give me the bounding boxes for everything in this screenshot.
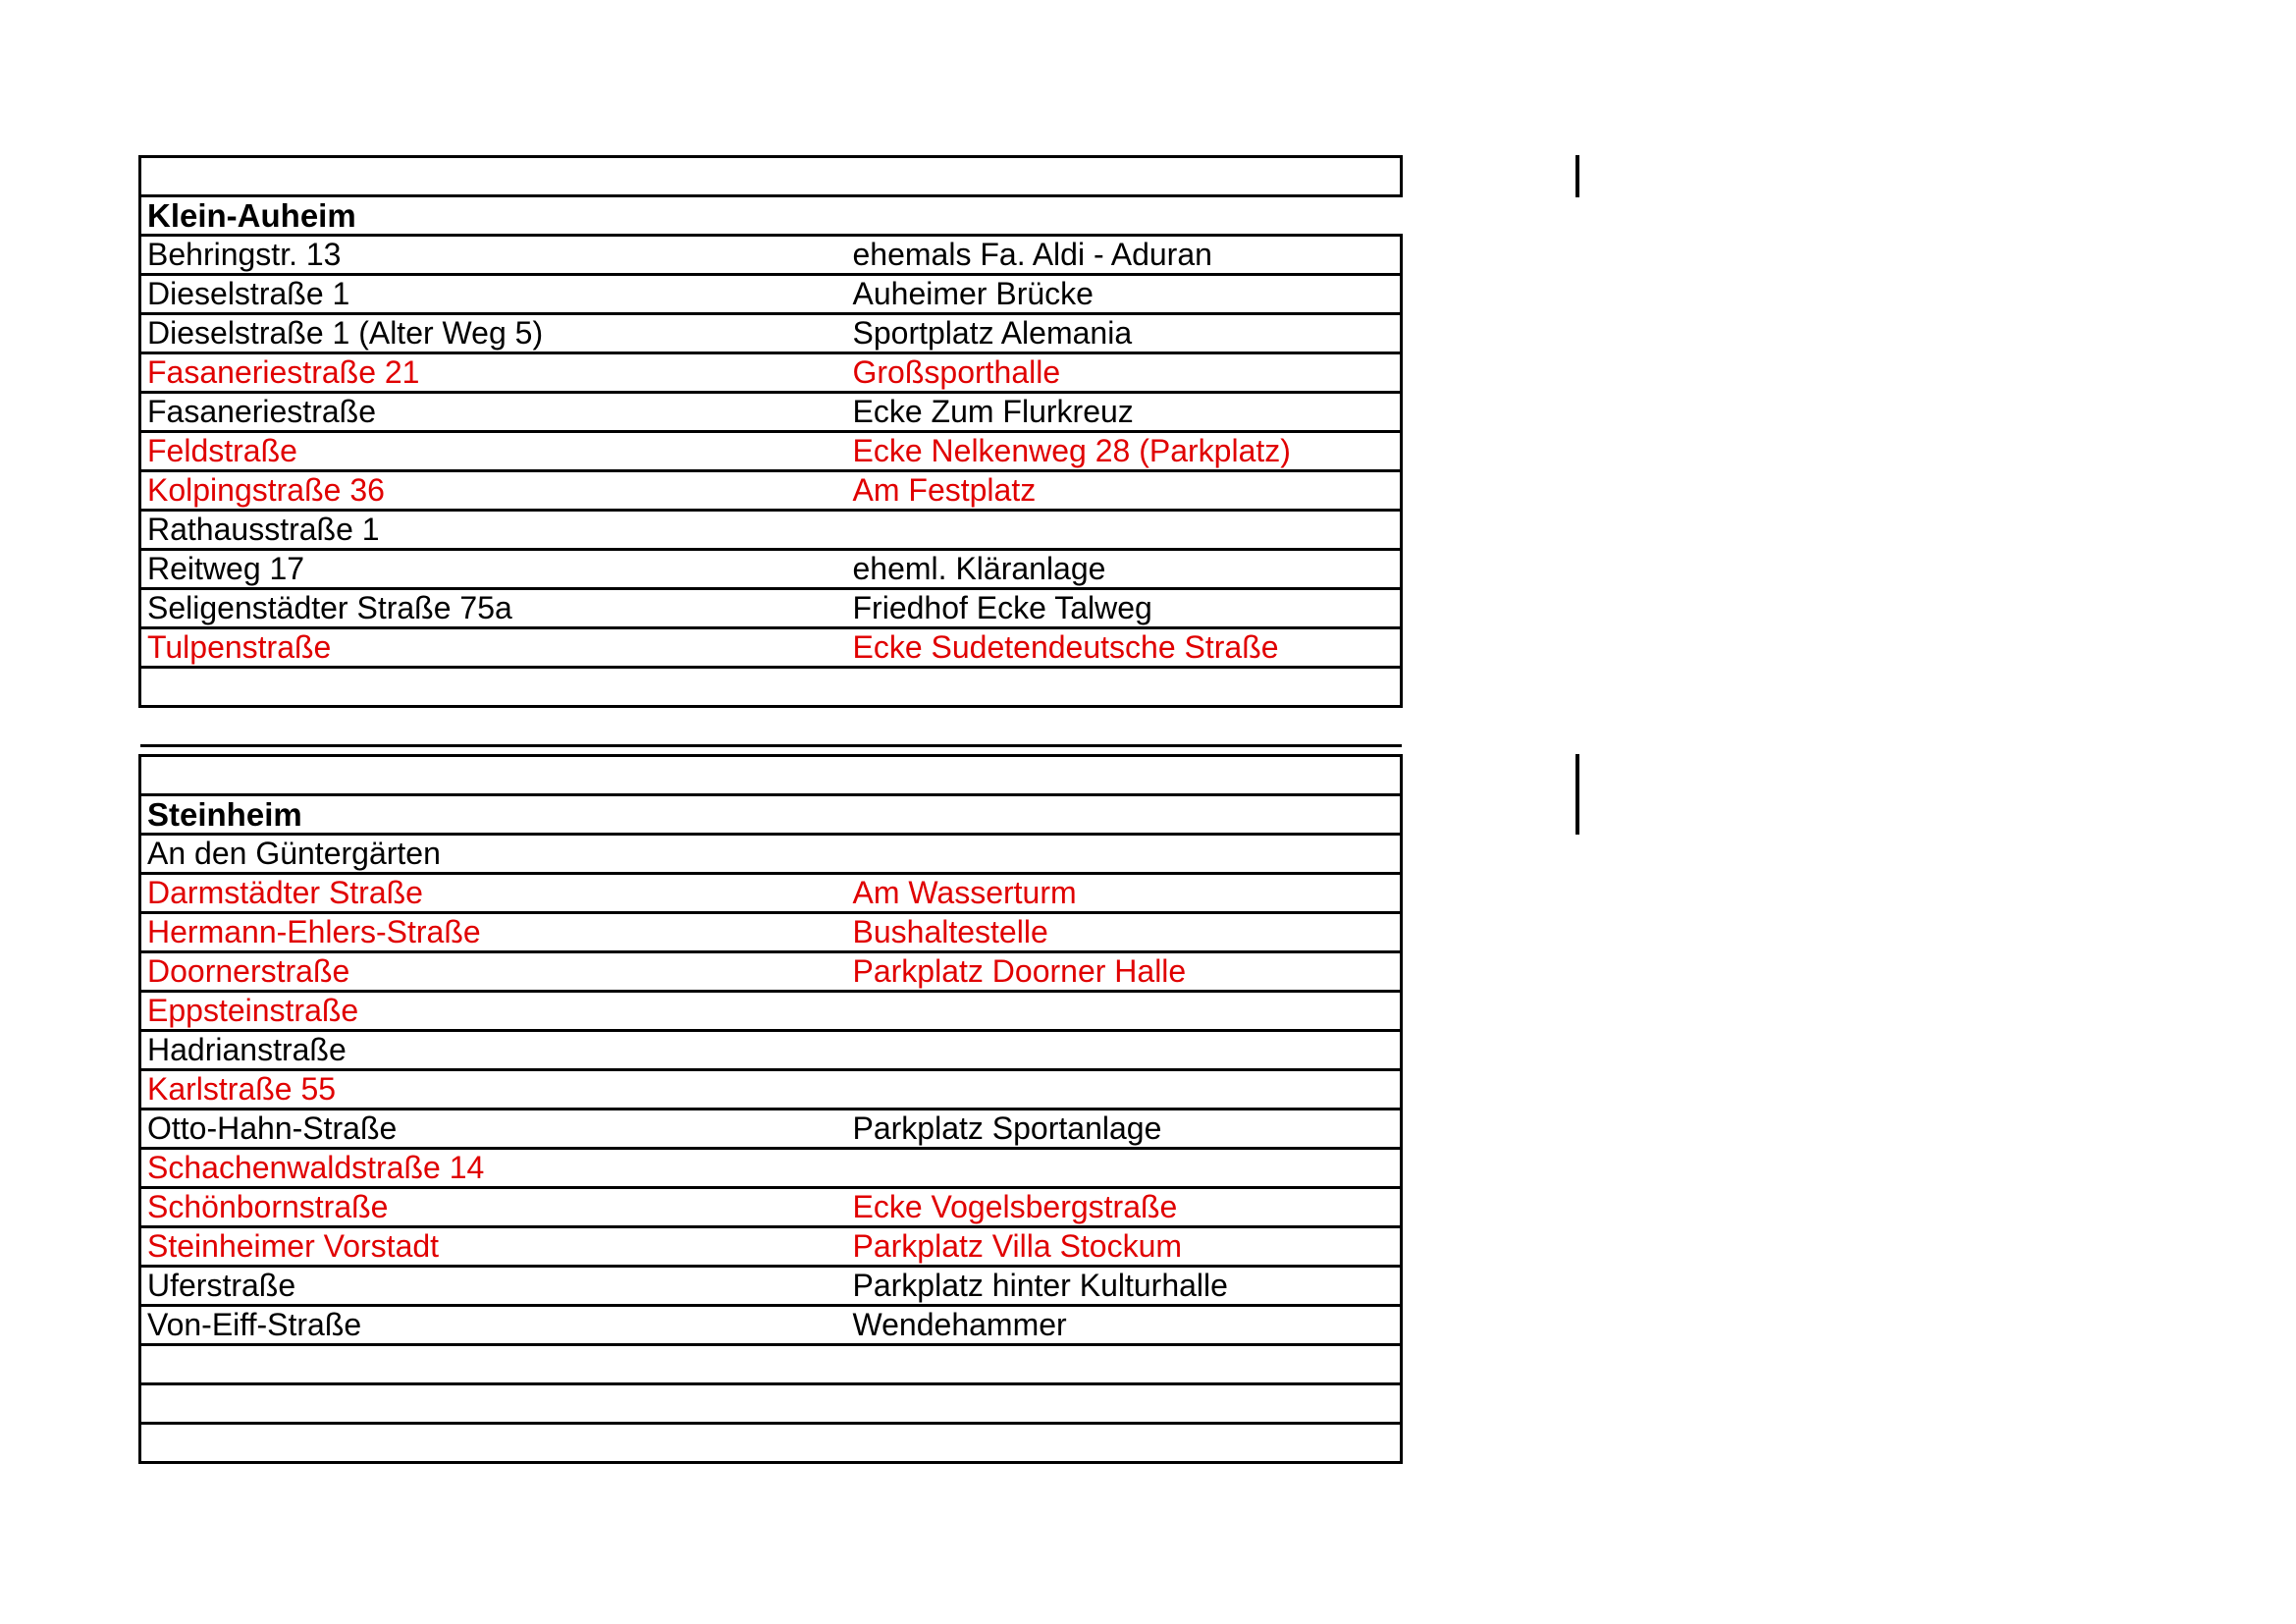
table-row: [140, 1149, 1402, 1188]
address-cell: Dieselstraße 1 (Alter Weg 5): [140, 314, 847, 353]
margin-line: [1575, 155, 1579, 197]
address-cell: An den Güntergärten: [140, 835, 847, 874]
klein-auheim-table: [138, 155, 1403, 747]
note-cell: Parkplatz hinter Kulturhalle: [847, 1267, 1402, 1306]
address-cell: Rathausstraße 1: [140, 511, 847, 550]
address-cell: Karlstraße 55: [140, 1070, 847, 1110]
table-row: [140, 874, 1402, 913]
note-cell: Am Festplatz: [847, 471, 1402, 511]
table-row: [140, 550, 1402, 589]
address-cell: Doornerstraße: [140, 952, 847, 992]
table-row-blank: [140, 1384, 1402, 1424]
note-cell: Friedhof Ecke Talweg: [847, 589, 1402, 628]
address-cell: Tulpenstraße: [140, 628, 847, 668]
note-cell: Ecke Sudetendeutsche Straße: [847, 628, 1402, 668]
table-row: [140, 913, 1402, 952]
table-row: [140, 353, 1402, 393]
address-cell: Dieselstraße 1: [140, 275, 847, 314]
section-header-row: [140, 196, 1402, 236]
note-cell: [847, 511, 1402, 550]
note-cell: [847, 992, 1402, 1031]
note-cell: Parkplatz Sportanlage: [847, 1110, 1402, 1149]
table-row: [140, 992, 1402, 1031]
note-cell: [847, 1031, 1402, 1070]
note-cell: Ecke Zum Flurkreuz: [847, 393, 1402, 432]
note-cell: ehemals Fa. Aldi - Aduran: [847, 236, 1402, 275]
note-cell: Wendehammer: [847, 1306, 1402, 1345]
note-cell: [847, 835, 1402, 874]
address-cell: Behringstr. 13: [140, 236, 847, 275]
table-row: [140, 393, 1402, 432]
note-cell: Am Wasserturm: [847, 874, 1402, 913]
blank-cell: [140, 1424, 1402, 1463]
note-cell: [847, 1070, 1402, 1110]
address-cell: Von-Eiff-Straße: [140, 1306, 847, 1345]
address-cell: Seligenstädter Straße 75a: [140, 589, 847, 628]
table-row: [140, 1188, 1402, 1227]
note-cell: Auheimer Brücke: [847, 275, 1402, 314]
address-cell: Hadrianstraße: [140, 1031, 847, 1070]
table-row: [140, 432, 1402, 471]
table-row: [140, 1227, 1402, 1267]
note-cell: Sportplatz Alemania: [847, 314, 1402, 353]
table-row-blank: [140, 1424, 1402, 1463]
table-row: [140, 1267, 1402, 1306]
blank-cell: [140, 157, 1402, 196]
address-cell: Uferstraße: [140, 1267, 847, 1306]
blank-cell: [140, 707, 1402, 746]
blank-cell: [140, 1384, 1402, 1424]
note-cell: eheml. Kläranlage: [847, 550, 1402, 589]
margin-line: [1575, 754, 1579, 835]
address-cell: Otto-Hahn-Straße: [140, 1110, 847, 1149]
note-cell: Parkplatz Doorner Halle: [847, 952, 1402, 992]
note-cell: Bushaltestelle: [847, 913, 1402, 952]
address-cell: Schönbornstraße: [140, 1188, 847, 1227]
table-row: [140, 236, 1402, 275]
steinheim-table: [138, 754, 1403, 1464]
address-cell: Steinheimer Vorstadt: [140, 1227, 847, 1267]
table-row: [140, 314, 1402, 353]
blank-cell: [140, 1345, 1402, 1384]
section-header-row: [140, 795, 1402, 835]
table-row: [140, 1070, 1402, 1110]
address-cell: Kolpingstraße 36: [140, 471, 847, 511]
table-row: [140, 628, 1402, 668]
address-cell: Schachenwaldstraße 14: [140, 1149, 847, 1188]
table-row-blank: [140, 1345, 1402, 1384]
note-cell: Parkplatz Villa Stockum: [847, 1227, 1402, 1267]
address-cell: Hermann-Ehlers-Straße: [140, 913, 847, 952]
table-row-blank: [140, 756, 1402, 795]
table-row-blank: [140, 157, 1402, 196]
address-cell: Feldstraße: [140, 432, 847, 471]
note-cell: Ecke Vogelsbergstraße: [847, 1188, 1402, 1227]
address-cell: Fasaneriestraße 21: [140, 353, 847, 393]
table-row: [140, 1306, 1402, 1345]
section-title: Klein-Auheim: [140, 196, 1402, 236]
table-row: [140, 471, 1402, 511]
section-title: Steinheim: [140, 795, 1402, 835]
address-cell: Darmstädter Straße: [140, 874, 847, 913]
table-row-blank: [140, 707, 1402, 746]
table-row: [140, 275, 1402, 314]
table-row-blank: [140, 668, 1402, 707]
blank-cell: [140, 668, 1402, 707]
table-row: [140, 1110, 1402, 1149]
blank-cell: [140, 756, 1402, 795]
note-cell: Großsporthalle: [847, 353, 1402, 393]
table-row: [140, 952, 1402, 992]
address-cell: Fasaneriestraße: [140, 393, 847, 432]
table-row: [140, 589, 1402, 628]
address-cell: Reitweg 17: [140, 550, 847, 589]
table-row: [140, 511, 1402, 550]
address-cell: Eppsteinstraße: [140, 992, 847, 1031]
table-row: [140, 835, 1402, 874]
table-row: [140, 1031, 1402, 1070]
note-cell: [847, 1149, 1402, 1188]
note-cell: Ecke Nelkenweg 28 (Parkplatz): [847, 432, 1402, 471]
